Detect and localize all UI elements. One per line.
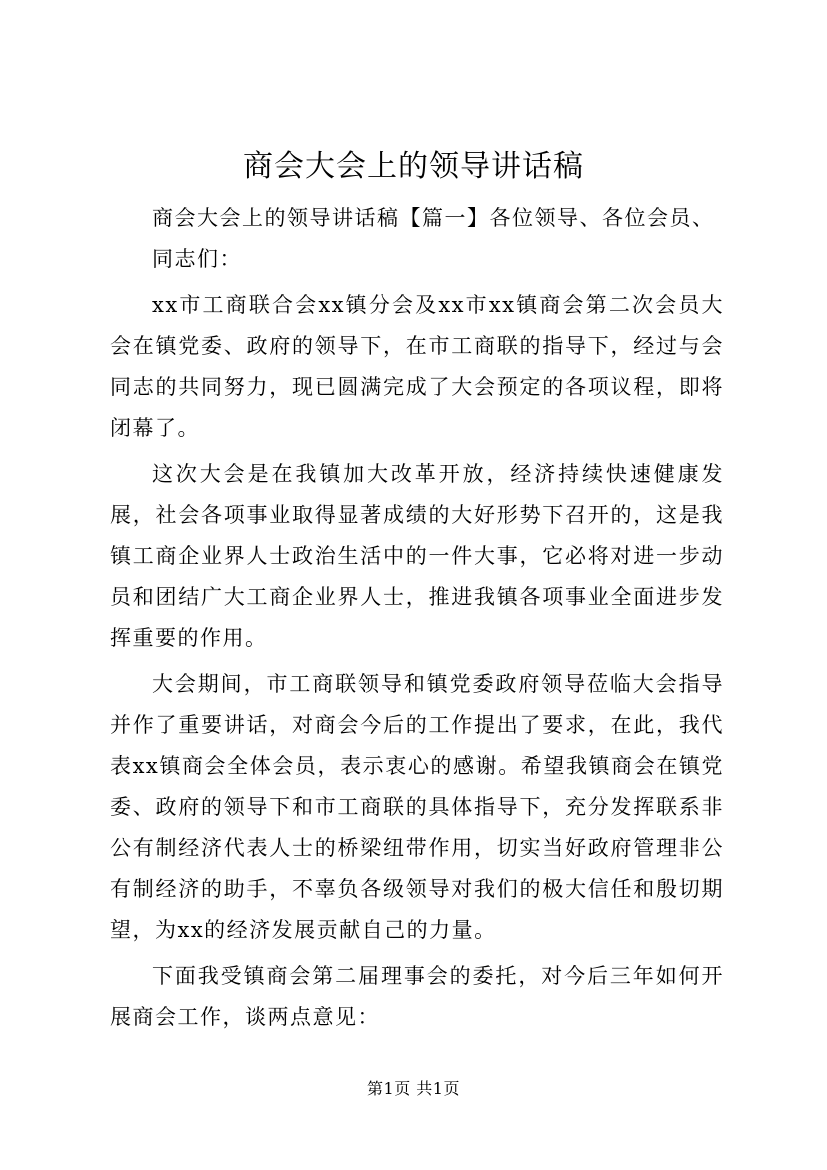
paragraph-salutation: 同志们：: [152, 247, 242, 271]
paragraph-body: xx市工商联合会xx镇分会及xx市xx镇商会第二次会员大会在镇党委、政府的领导下，在市工商联的指导下，经过与会同志的共同努力，现已圆满完成了大会预定的各项议程，即将闭幕了。: [110, 293, 724, 440]
paragraph-body: 这次大会是在我镇加大改革开放，经济持续快速健康发展，社会各项事业取得显著成绩的大好形势下召开的，这是我镇工商企业界人士政治生活中的一件大事，它必将对进一步动员和团结广大工商企业界人士，推进我镇各项事业全面进步发挥重要的作用。: [110, 462, 724, 650]
document-body: [110, 198, 724, 1038]
document-title: 商会大会上的领导讲话稿: [243, 149, 584, 184]
page-footer: 第1页 共1页: [367, 1079, 460, 1098]
paragraph-greeting: 商会大会上的领导讲话稿【篇一】各位领导、各位会员、: [152, 206, 715, 230]
paragraph-body: 下面我受镇商会第二届理事会的委托，对今后三年如何开展商会工作，谈两点意见：: [110, 964, 724, 1029]
paragraph-body: 大会期间，市工商联领导和镇党委政府领导莅临大会指导并作了重要讲话，对商会今后的工作提出了要求，在此，我代表xx镇商会全体会员，表示衷心的感谢。希望我镇商会在镇党委、政府的领导下和市工商联的具体指导下，充分发挥联系非公有制经济代表人士的桥梁纽带作用，切实当好政府管理非公有制经济的助手，不辜负各级领导对我们的极大信任和殷切期望，为xx的经济发展贡献自己的力量。: [110, 672, 724, 942]
